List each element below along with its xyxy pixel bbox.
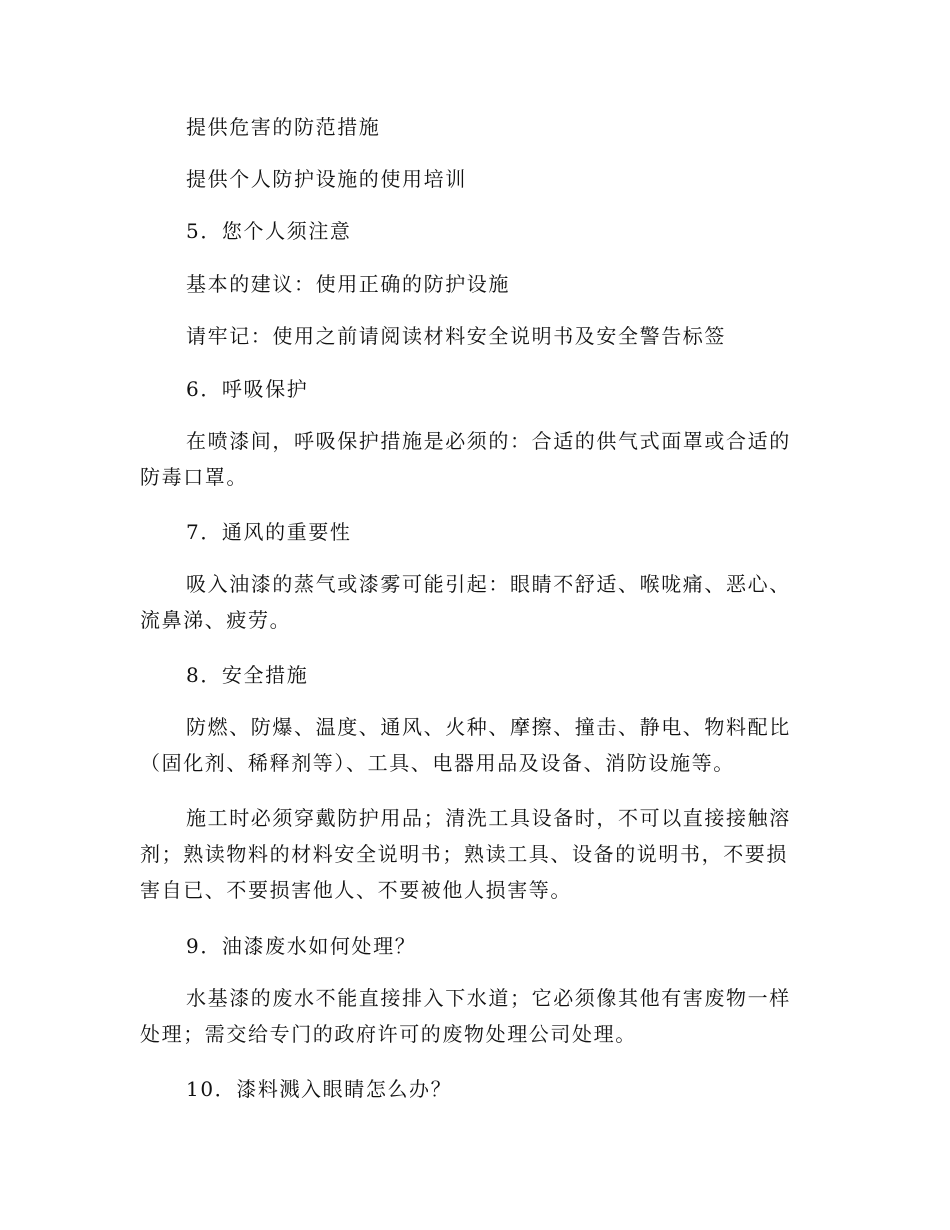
heading-section-5: 5．您个人须注意 [186, 219, 352, 243]
paragraph-respiratory: 在喷漆间，呼吸保护措施是必须的：合适的供气式面罩或合适的防毒口罩。 [140, 429, 791, 489]
heading-section-9: 9．油漆废水如何处理？ [186, 934, 417, 958]
heading-section-10: 10．漆料溅入眼睛怎么办？ [186, 1077, 453, 1101]
paragraph-safety-factors: 防燃、防爆、温度、通风、火种、摩擦、撞击、静电、物料配比（固化剂、稀释剂等）、工具、电器用品及设备、消防设施等。 [140, 715, 791, 775]
paragraph-basic-advice: 基本的建议：使用正确的防护设施 [186, 272, 510, 296]
paragraph-ventilation: 吸入油漆的蒸气或漆雾可能引起：眼睛不舒适、喉咙痛、恶心、流鼻涕、疲劳。 [140, 572, 791, 632]
paragraph-hazard-prevention: 提供危害的防范措施 [186, 115, 381, 139]
paragraph-wastewater: 水基漆的废水不能直接排入下水道；它必须像其他有害废物一样处理；需交给专门的政府许可的废物处理公司处理。 [140, 986, 791, 1046]
paragraph-ppe-training: 提供个人防护设施的使用培训 [186, 167, 467, 191]
paragraph-safety-practices: 施工时必须穿戴防护用品；清洗工具设备时，不可以直接接触溶剂；熟读物料的材料安全说明书；熟读工具、设备的说明书，不要损害自已、不要损害他人、不要被他人损害等。 [140, 806, 791, 902]
heading-section-6: 6．呼吸保护 [186, 377, 309, 401]
heading-section-7: 7．通风的重要性 [186, 520, 352, 544]
paragraph-remember: 请牢记：使用之前请阅读材料安全说明书及安全警告标签 [186, 324, 726, 348]
heading-section-8: 8．安全措施 [186, 663, 309, 687]
